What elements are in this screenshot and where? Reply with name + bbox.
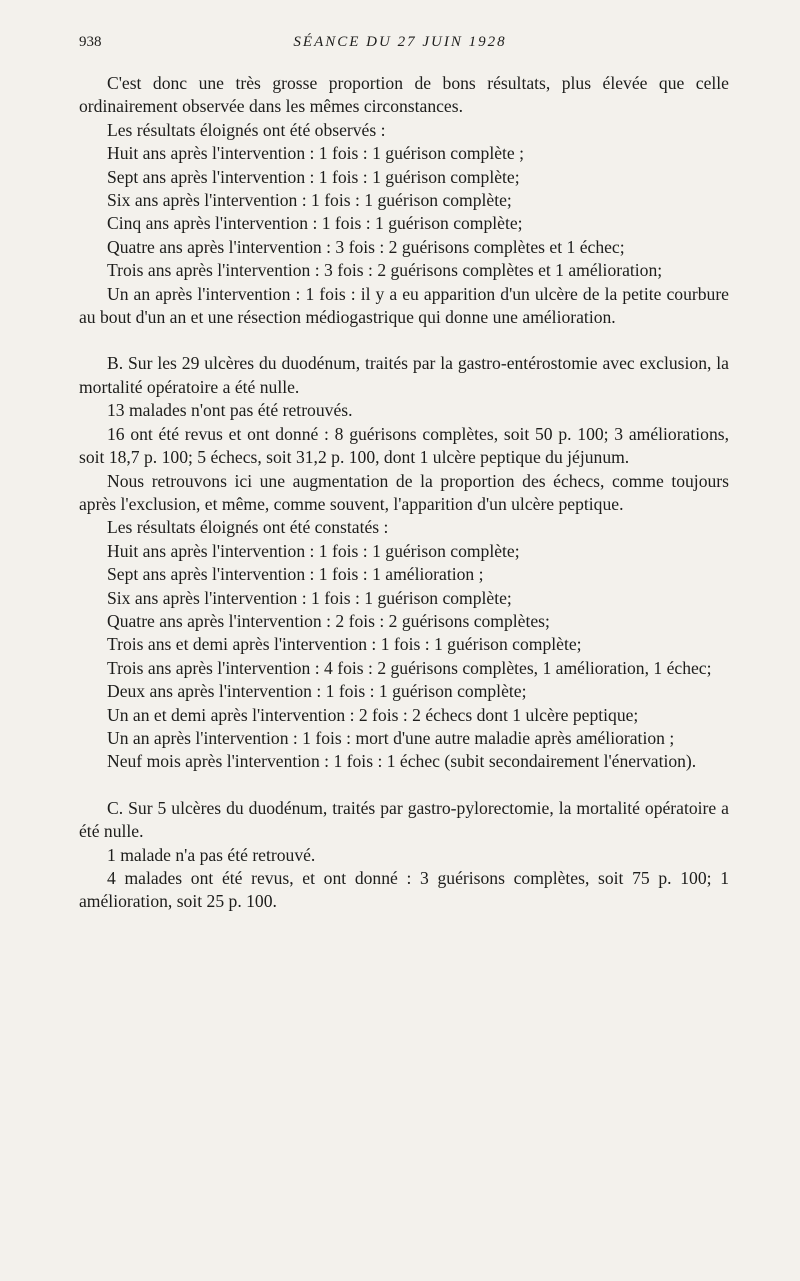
list-item: Neuf mois après l'intervention : 1 fois : 1 échec (subit secondairement l'énervation).	[107, 751, 697, 772]
section-b-intro: B. Sur les 29 ulcères du duodénum, traités par la gastro-entérostomie avec exclusion, la mortalité opératoire a été nulle.	[79, 353, 729, 397]
paragraph: Les résultats éloignés ont été observés :	[107, 119, 386, 140]
list-item: Trois ans et demi après l'intervention : 1 fois : 1 guérison complète;	[107, 634, 582, 655]
running-header	[79, 34, 721, 58]
list-item: Un an après l'intervention : 1 fois : mort d'une autre maladie après amélioration ;	[107, 727, 675, 748]
list-item: Six ans après l'intervention : 1 fois : 1 guérison complète;	[107, 587, 512, 608]
paragraph: 13 malades n'ont pas été retrouvés.	[107, 400, 353, 421]
paragraph: 1 malade n'a pas été retrouvé.	[107, 844, 316, 865]
list-item: Quatre ans après l'intervention : 2 fois : 2 guérisons complètes;	[107, 610, 550, 631]
list-item: Un an après l'intervention : 1 fois : il y a eu apparition d'un ulcère de la petite courbure au bout d'un an et une résection médiogastrique qui donne une amélioration.	[79, 283, 729, 328]
body-text	[79, 72, 729, 914]
list-item: Sept ans après l'intervention : 1 fois : 1 guérison complète;	[107, 166, 520, 187]
list-item: Huit ans après l'intervention : 1 fois : 1 guérison complète;	[107, 540, 520, 561]
page-number: 938	[79, 34, 102, 50]
list-item: Six ans après l'intervention : 1 fois : 1 guérison complète;	[107, 190, 512, 211]
list-item: Trois ans après l'intervention : 3 fois : 2 guérisons complètes et 1 amélioration;	[107, 260, 663, 281]
running-title: SÉANCE DU 27 JUIN 1928	[293, 34, 507, 50]
list-item: Cinq ans après l'intervention : 1 fois : 1 guérison complète;	[107, 213, 523, 234]
section-c-intro: C. Sur 5 ulcères du duodénum, traités par gastro-pylorectomie, la mortalité opératoire a été nulle.	[79, 797, 729, 842]
paragraph: C'est donc une très grosse proportion de bons résultats, plus élevée que celle ordinairement observée dans les mêmes circonstances.	[79, 73, 729, 117]
list-item: Sept ans après l'intervention : 1 fois : 1 amélioration ;	[107, 564, 484, 585]
paragraph: 16 ont été revus et ont donné : 8 guérisons complètes, soit 50 p. 100; 3 améliorations, soit 18,7 p. 100; 5 échecs, soit 31,2 p. 100, dont 1 ulcère peptique du jéjunum.	[79, 423, 729, 468]
paragraph: Les résultats éloignés ont été constatés :	[107, 517, 389, 538]
list-item: Trois ans après l'intervention : 4 fois : 2 guérisons complètes, 1 amélioration, 1 échec;	[107, 657, 712, 678]
list-item: Un an et demi après l'intervention : 2 fois : 2 échecs dont 1 ulcère peptique;	[107, 704, 639, 725]
list-item: Quatre ans après l'intervention : 3 fois : 2 guérisons complètes et 1 échec;	[107, 236, 625, 257]
list-item: Huit ans après l'intervention : 1 fois : 1 guérison complète ;	[107, 143, 525, 164]
paragraph: 4 malades ont été revus, et ont donné : 3 guérisons complètes, soit 75 p. 100; 1 amélioration, soit 25 p. 100.	[79, 868, 729, 912]
list-item: Deux ans après l'intervention : 1 fois : 1 guérison complète;	[107, 681, 527, 702]
paragraph: Nous retrouvons ici une augmentation de la proportion des échecs, comme toujours après l'exclusion, et même, comme souvent, l'apparition d'un ulcère peptique.	[79, 470, 729, 514]
